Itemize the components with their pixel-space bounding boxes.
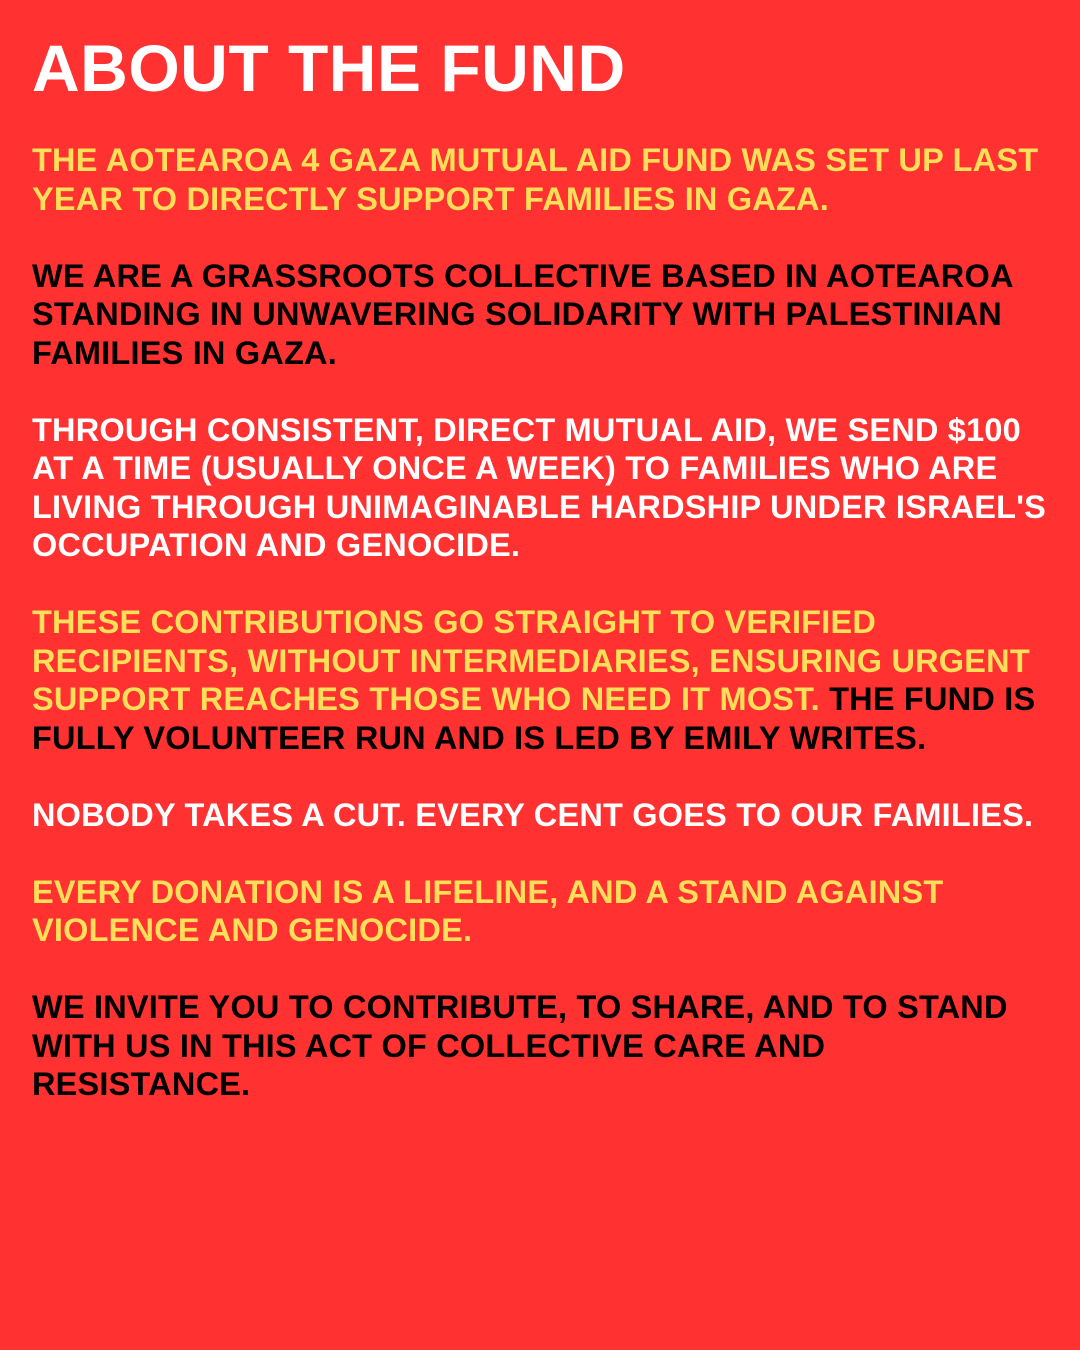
collective-paragraph: WE ARE A GRASSROOTS COLLECTIVE BASED IN AOTEAROA STANDING IN UNWAVERING SOLIDARITY WITH PALESTINIAN FAMILIES IN GAZA. xyxy=(32,257,1013,371)
fund-intro-paragraph: THE AOTEAROA 4 GAZA MUTUAL AID FUND WAS SET UP LAST YEAR TO DIRECTLY SUPPORT FAMILIES IN GAZA. xyxy=(32,142,1039,217)
page-title: ABOUT THE FUND xyxy=(32,31,626,105)
mutual-aid-paragraph: THROUGH CONSISTENT, DIRECT MUTUAL AID, WE SEND $100 AT A TIME (USUALLY ONCE A WEEK) TO FAMILIES WHO ARE LIVING THROUGH UNIMAGINABLE HARDSHIP UNDER ISRAEL'S OCCUPATION AND GENOCIDE. xyxy=(32,411,1047,563)
invitation-paragraph: WE INVITE YOU TO CONTRIBUTE, TO SHARE, AND TO STAND WITH US IN THIS ACT OF COLLECTIVE CARE AND RESISTANCE. xyxy=(32,989,1008,1102)
volunteer-run-text: THE FUND IS FULLY VOLUNTEER RUN AND IS LED BY EMILY WRITES. xyxy=(32,681,1036,756)
nobody-takes-cut-paragraph: NOBODY TAKES A CUT. EVERY CENT GOES TO OUR FAMILIES. xyxy=(32,796,1034,833)
contributions-paragraph xyxy=(32,603,1048,757)
lifeline-paragraph: EVERY DONATION IS A LIFELINE, AND A STAND AGAINST VIOLENCE AND GENOCIDE. xyxy=(32,873,944,948)
contributions-text: THESE CONTRIBUTIONS GO STRAIGHT TO VERIFIED RECIPIENTS, WITHOUT INTERMEDIARIES, ENSURING URGENT SUPPORT REACHES THOSE WHO NEED IT MOST. xyxy=(32,604,1030,717)
